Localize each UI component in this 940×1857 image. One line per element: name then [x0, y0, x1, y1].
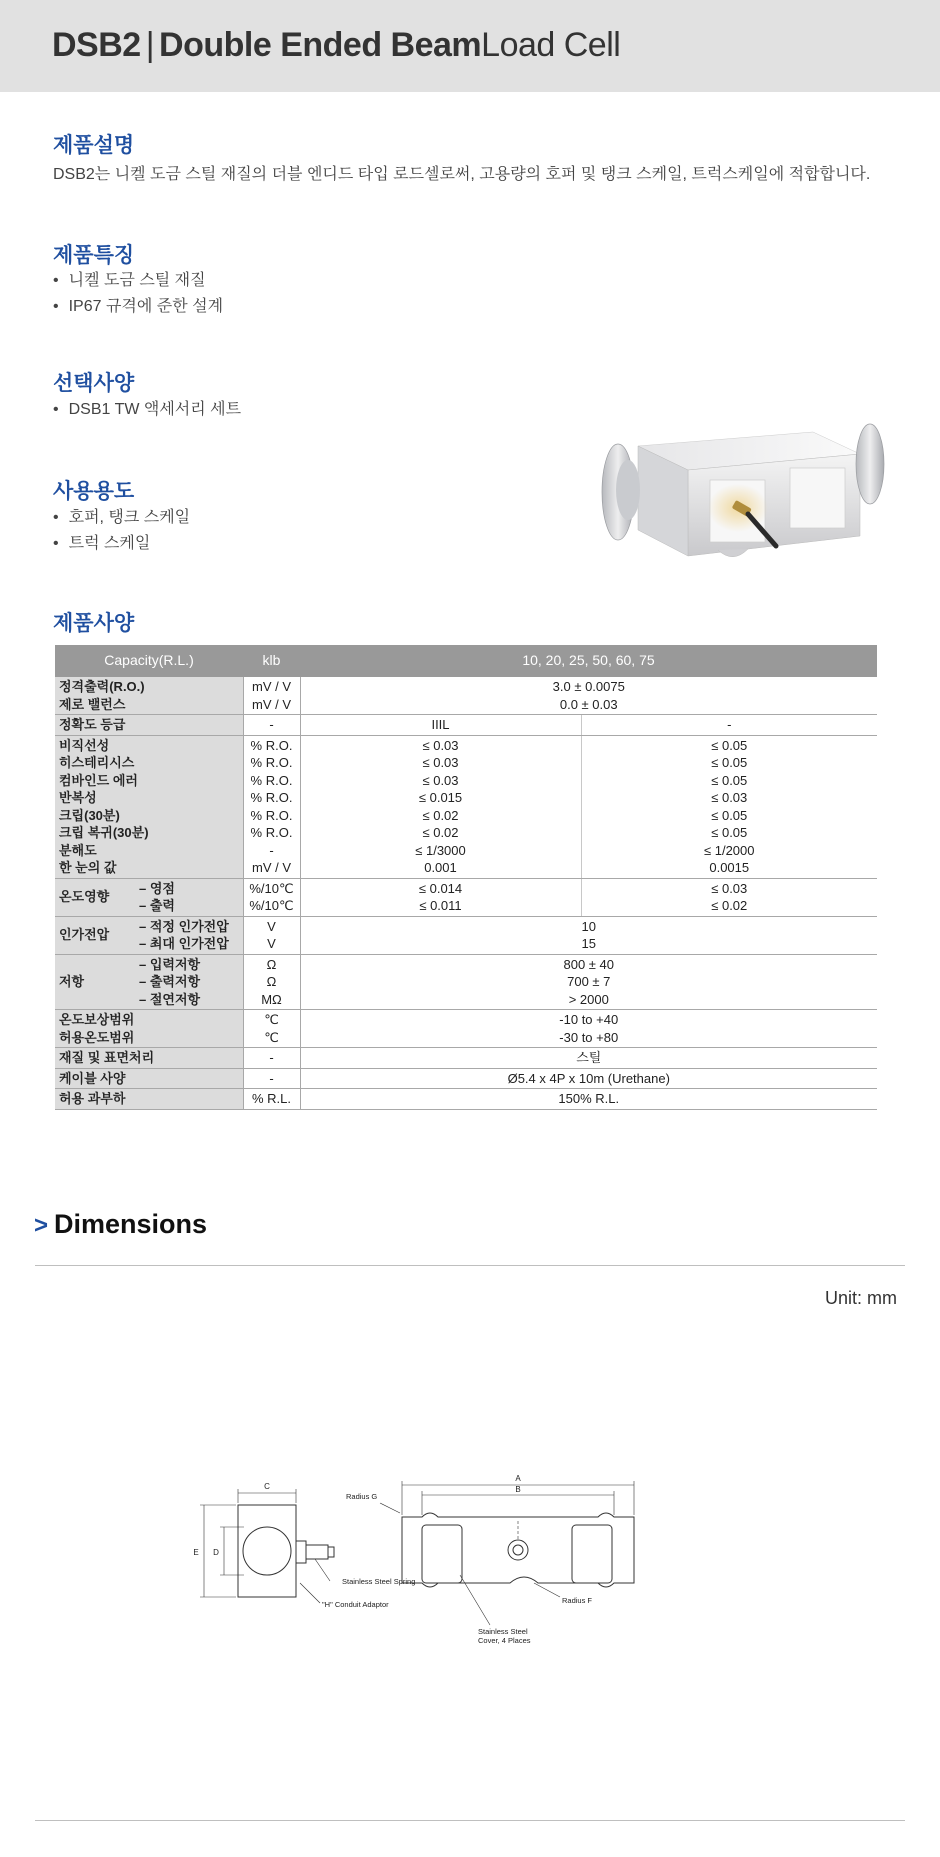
label-e: E	[193, 1548, 199, 1557]
row-label: 허용 과부하	[55, 1089, 243, 1110]
table-row	[55, 677, 877, 715]
row-label: 정확도 등급	[55, 715, 243, 736]
label-c: C	[264, 1482, 270, 1491]
load-cell-product-image	[598, 418, 890, 584]
label-cover-2: Cover, 4 Places	[478, 1636, 531, 1645]
row-value: IIIL	[300, 715, 581, 736]
label-spring: Stainless Steel Spring	[342, 1577, 416, 1586]
table-row	[55, 1048, 877, 1069]
row-sublabel: – 적정 인가전압 – 최대 인가전압	[137, 916, 243, 954]
row-value: 800 ± 40 700 ± 7 > 2000	[300, 954, 877, 1010]
row-unit: %/10℃ %/10℃	[243, 878, 300, 916]
unit-label: Unit: mm	[825, 1288, 897, 1308]
options-title: 선택사양	[53, 372, 135, 395]
table-row	[55, 878, 877, 916]
table-row	[55, 916, 877, 954]
row-label: 온도보상범위 허용온도범위	[55, 1010, 243, 1048]
header-values: 10, 20, 25, 50, 60, 75	[300, 645, 877, 677]
row-label: 정격출력(R.O.) 제로 밸런스	[55, 677, 243, 715]
chevron-right-icon: >	[34, 1212, 49, 1239]
table-row	[55, 1068, 877, 1089]
row-label: 비직선성 히스테리시스 컴바인드 에러 반복성 크립(30분) 크립 복귀(30분) 분해도 한 눈의 값	[55, 735, 243, 878]
title-bold: Double Ended Beam	[159, 26, 482, 64]
row-unit: V V	[243, 916, 300, 954]
label-b: B	[515, 1485, 521, 1494]
row-value: 10 15	[300, 916, 877, 954]
label-conduit: "H" Conduit Adaptor	[322, 1600, 389, 1609]
applications-title: 사용용도	[53, 480, 135, 503]
features-title: 제품특징	[53, 244, 135, 267]
applications-list	[53, 505, 190, 557]
table-row	[55, 1089, 877, 1110]
specs-title: 제품사양	[53, 612, 135, 635]
row-sublabel: – 영점 – 출력	[137, 878, 243, 916]
title-separator: |	[145, 26, 155, 64]
row-value: ≤ 0.014 ≤ 0.011	[300, 878, 581, 916]
row-value: ≤ 0.03 ≤ 0.03 ≤ 0.03 ≤ 0.015 ≤ 0.02 ≤ 0.02 ≤ 1/3000 0.001	[300, 735, 581, 878]
divider	[35, 1265, 905, 1266]
row-value: ≤ 0.05 ≤ 0.05 ≤ 0.05 ≤ 0.03 ≤ 0.05 ≤ 0.05 ≤ 1/2000 0.0015	[581, 735, 877, 878]
features-list	[53, 268, 223, 320]
description-title: 제품설명	[53, 134, 135, 157]
label-d: D	[213, 1548, 219, 1557]
row-label: 케이블 사양	[55, 1068, 243, 1089]
list-item: • DSB1 TW 액세서리 세트	[53, 397, 241, 423]
model-name: DSB2	[52, 26, 141, 64]
description-text: DSB2는 니켈 도금 스틸 재질의 더블 엔디드 타입 로드셀로써, 고용량의 호퍼 및 탱크 스케일, 트럭스케일에 적합합니다.	[53, 166, 871, 183]
row-unit: -	[243, 715, 300, 736]
row-value: 3.0 ± 0.0075 0.0 ± 0.03	[300, 677, 877, 715]
label-cover-1: Stainless Steel	[478, 1627, 528, 1636]
row-unit: -	[243, 1048, 300, 1069]
row-label: 인가전압	[55, 916, 137, 954]
row-unit: -	[243, 1068, 300, 1089]
options-list	[53, 397, 241, 423]
table-header-row	[55, 645, 877, 677]
title-regular: Load Cell	[481, 26, 621, 64]
table-row	[55, 735, 877, 878]
row-value: -	[581, 715, 877, 736]
label-a: A	[515, 1474, 521, 1483]
list-item: • 니켈 도금 스틸 재질	[53, 268, 223, 294]
list-item: • 트럭 스케일	[53, 531, 190, 557]
table-row	[55, 954, 877, 1010]
header-unit: klb	[243, 645, 300, 677]
header-capacity: Capacity(R.L.)	[55, 645, 243, 677]
list-item: • IP67 규격에 준한 설계	[53, 294, 223, 320]
row-unit: mV / V mV / V	[243, 677, 300, 715]
row-unit: ℃ ℃	[243, 1010, 300, 1048]
page-title	[52, 26, 620, 65]
row-sublabel: – 입력저항 – 출력저항 – 절연저항	[137, 954, 243, 1010]
dimensions-title: > Dimensions	[34, 1209, 208, 1239]
row-unit: % R.O. % R.O. % R.O. % R.O. % R.O. % R.O. - mV / V	[243, 735, 300, 878]
row-unit: Ω Ω MΩ	[243, 954, 300, 1010]
row-value: Ø5.4 x 4P x 10m (Urethane)	[300, 1068, 877, 1089]
table-row	[55, 1010, 877, 1048]
row-value: ≤ 0.03 ≤ 0.02	[581, 878, 877, 916]
label-radius-f: Radius F	[562, 1596, 593, 1605]
row-value: -10 to +40 -30 to +80	[300, 1010, 877, 1048]
spec-table	[55, 645, 877, 1110]
dimension-drawing	[160, 1465, 780, 1665]
label-radius-g: Radius G	[346, 1492, 378, 1501]
side-view-body	[238, 1505, 296, 1597]
row-value: 150% R.L.	[300, 1089, 877, 1110]
row-unit: % R.L.	[243, 1089, 300, 1110]
footer-divider	[35, 1820, 905, 1821]
table-row	[55, 715, 877, 736]
row-value: 스틸	[300, 1048, 877, 1069]
front-view-body	[402, 1513, 634, 1587]
list-item: • 호퍼, 탱크 스케일	[53, 505, 190, 531]
row-label: 재질 및 표면처리	[55, 1048, 243, 1069]
title-bar	[0, 0, 940, 92]
row-label: 온도영향	[55, 878, 137, 916]
row-label: 저항	[55, 954, 137, 1010]
